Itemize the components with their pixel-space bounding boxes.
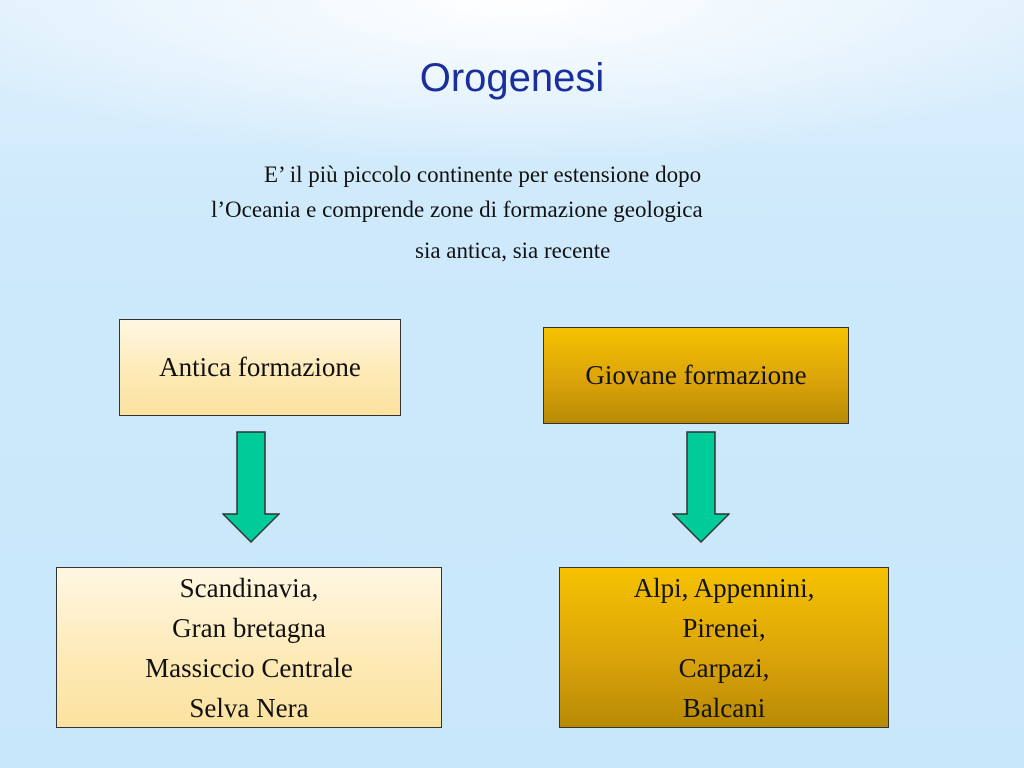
intro-line-3: sia antica, sia recente xyxy=(415,238,611,263)
antica-formazione-label: Antica formazione xyxy=(159,352,361,382)
list-item: Carpazi, xyxy=(678,653,770,683)
giovane-regions-box xyxy=(559,567,889,728)
list-item: Alpi, Appennini, xyxy=(633,573,815,603)
giovane-formazione-label: Giovane formazione xyxy=(585,360,807,390)
list-item: Massiccio Centrale xyxy=(145,653,353,683)
list-item: Scandinavia, xyxy=(179,573,319,603)
antica-regions-box xyxy=(56,567,442,728)
giovane-formazione-box xyxy=(543,327,849,424)
down-arrow-icon xyxy=(672,431,730,543)
down-arrow-icon xyxy=(222,431,280,543)
list-item: Pirenei, xyxy=(682,613,766,643)
intro-line-1: E’ il più piccolo continente per estensione dopo xyxy=(264,162,702,187)
list-item: Balcani xyxy=(682,693,766,723)
page-title: Orogenesi xyxy=(419,56,605,100)
list-item: Selva Nera xyxy=(189,693,309,723)
intro-line-2: l’Oceania e comprende zone di formazione geologica xyxy=(211,197,703,222)
list-item: Gran bretagna xyxy=(172,613,326,643)
antica-formazione-box xyxy=(119,319,401,416)
